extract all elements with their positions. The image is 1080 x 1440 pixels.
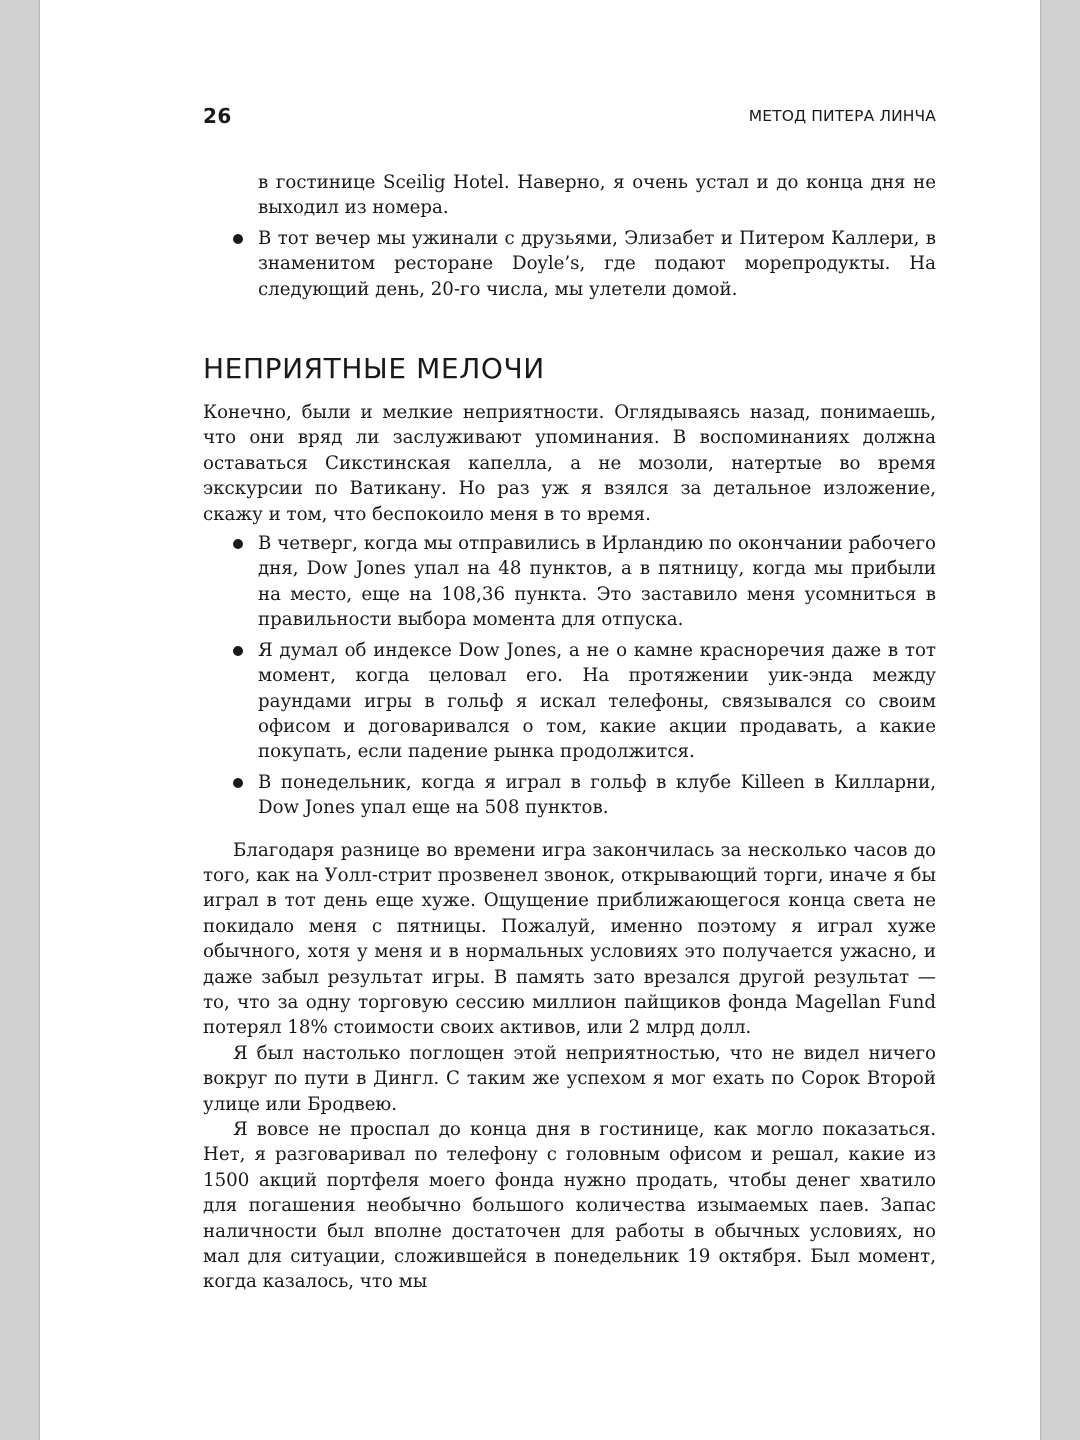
running-title: МЕТОД ПИТЕРА ЛИНЧА: [748, 107, 936, 125]
list-item-text: Я думал об индексе Dow Jones, а не о камне красноречия даже в тот момент, когда целовал его. На протяжении уик-энда между раундами игры в гольф я искал телефоны, связывался со своим офисом и договаривался о том, какие акции продавать, а какие покупать, если падение рынка продолжится.: [258, 639, 936, 763]
bullet-icon: [233, 234, 243, 244]
bullet-list-main: [203, 531, 936, 820]
list-item: [203, 770, 936, 821]
page-body: [203, 170, 936, 1295]
page-header: [203, 104, 936, 134]
list-item-text: В четверг, когда мы отправились в Ирландию по окончании рабочего дня, Dow Jones упал на 48 пунктов, а в пятницу, когда мы прибыли на место, еще на 108,36 пункта. Это заставило меня усомниться в правильности выбора момента для отпуска.: [258, 533, 936, 631]
list-item-text: В тот вечер мы ужинали с друзьями, Элизабет и Питером Каллери, в знаменитом ресторане Doyle’s, где подают морепродукты. На следующий день, 20-го числа, мы улетели домой.: [258, 227, 936, 300]
section-heading: НЕПРИЯТНЫЕ МЕЛОЧИ: [203, 352, 545, 386]
page-number: 26: [203, 104, 232, 128]
spacer: [203, 821, 936, 838]
body-paragraph: Благодаря разнице во времени игра закончилась за несколько часов до того, как на Уолл-стрит прозвенел звонок, открывающий торги, иначе я бы играл в тот день еще хуже. Ощущение приближающегося конца света не покидало меня с пятницы. Пожалуй, именно поэтому я играл хуже обычного, хотя у меня и в нормальных условиях это получается ужасно, и даже забыл результат игры. В память зато врезался другой результат — то, что за одну торговую сессию миллион пайщиков фонда Magellan Fund потерял 18% стоимости своих активов, или 2 млрд долл.: [203, 839, 936, 1039]
list-item: [203, 531, 936, 633]
list-item: [203, 638, 936, 765]
list-item-text: В понедельник, когда я играл в гольф в клубе Killeen в Килларни, Dow Jones упал еще на 508 пунктов.: [258, 771, 936, 819]
intro-paragraph: Конечно, были и мелкие неприятности. Оглядываясь назад, понимаешь, что они вряд ли заслуживают упоминания. В воспоминаниях должна оставаться Сикстинская капелла, а не мозоли, натертые во время экскурсии по Ватикану. Но раз уж я взялся за детальное изложение, скажу и том, что беспокоило меня в то время.: [203, 402, 936, 525]
bullet-icon: [233, 646, 243, 656]
body-paragraph: Я вовсе не проспал до конца дня в гостинице, как могло показаться. Нет, я разговаривал по телефону с головным офисом и решал, какие из 1500 акций портфеля моего фонда нужно продать, чтобы денег хватило для погашения необычно большого количества изымаемых паев. Запас наличности был вполне достаточен для работы в обычных условиях, но мал для ситуации, сложившейся в понедельник 19 октября. Был момент, когда казалось, что мы: [203, 1119, 936, 1293]
bullet-icon: [233, 778, 243, 788]
list-item-continued: в гостинице Sceilig Hotel. Наверно, я очень устал и до конца дня не выходил из номера.: [258, 172, 936, 219]
bullet-icon: [233, 539, 243, 549]
book-page: [40, 0, 1040, 1440]
body-paragraph: Я был настолько поглощен этой неприятностью, что не видел ничего вокруг по пути в Дингл. С таким же успехом я мог ехать по Сорок Второй улице или Бродвею.: [203, 1042, 936, 1115]
bullet-list-top: [203, 226, 936, 302]
list-item: [203, 226, 936, 302]
